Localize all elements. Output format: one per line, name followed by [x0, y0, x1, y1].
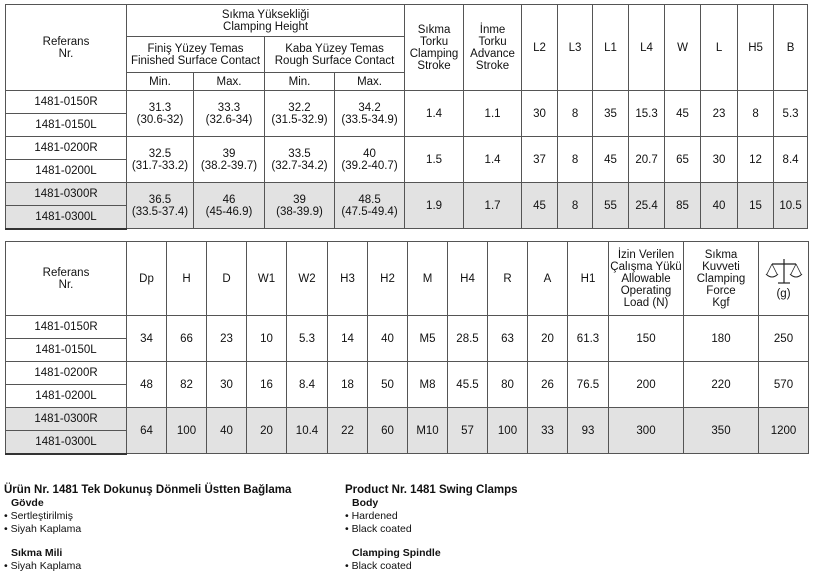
value-cell: 39 (38.2-39.7) [194, 137, 265, 183]
value-cell: 64 [127, 408, 167, 454]
value-cell: 39 (38-39.9) [265, 183, 335, 229]
header-allowable-load: İzin Verilen Çalışma Yükü Allowable Operating Load (N) [609, 242, 684, 316]
value-cell: 20 [247, 408, 287, 454]
list-item: • Siyah Kaplama [4, 560, 82, 572]
header-col: H4 [448, 242, 488, 316]
header-col: H2 [368, 242, 408, 316]
value-cell: 31.3 (30.6-32) [127, 91, 194, 137]
value-cell: 250 [759, 316, 809, 362]
value-cell: 8.4 [287, 362, 328, 408]
ref-cell: 1481-0300L [6, 206, 127, 229]
value-cell: 48.5 (47.5-49.4) [335, 183, 405, 229]
value-cell: M10 [408, 408, 448, 454]
value-cell: 8 [558, 91, 593, 137]
value-cell: 10 [247, 316, 287, 362]
header-clamping-height: Sıkma Yüksekliği Clamping Height [127, 5, 405, 37]
value-cell: 26 [528, 362, 568, 408]
value-cell: 100 [488, 408, 528, 454]
value-cell: 23 [207, 316, 247, 362]
value-cell: 32.5 (31.7-33.2) [127, 137, 194, 183]
value-cell: 33 [528, 408, 568, 454]
header-min: Min. [265, 73, 335, 91]
ref-cell: 1481-0300L [6, 431, 127, 454]
ref-cell: 1481-0200L [6, 160, 127, 183]
value-cell: 34 [127, 316, 167, 362]
weight-unit: (g) [776, 288, 791, 300]
ref-cell: 1481-0150L [6, 114, 127, 137]
value-cell: 10.4 [287, 408, 328, 454]
value-cell: 34.2 (33.5-34.9) [335, 91, 405, 137]
list-item: • Hardened [345, 510, 398, 522]
value-cell: 8 [558, 137, 593, 183]
ref-cell: 1481-0300R [6, 183, 127, 206]
value-cell: 61.3 [568, 316, 609, 362]
value-cell: 33.5 (32.7-34.2) [265, 137, 335, 183]
value-cell: 22 [328, 408, 368, 454]
value-cell: 25.4 [629, 183, 665, 229]
header-col: L1 [593, 5, 629, 91]
ref-cell: 1481-0150L [6, 339, 127, 362]
list-item: • Sertleştirilmiş [4, 510, 74, 522]
value-cell: M5 [408, 316, 448, 362]
header-referans: Referans Nr. [6, 5, 127, 91]
value-cell: 33.3 (32.6-34) [194, 91, 265, 137]
value-cell: 63 [488, 316, 528, 362]
header-col: H3 [328, 242, 368, 316]
value-cell: 60 [368, 408, 408, 454]
header-rough-surface: Kaba Yüzey Temas Rough Surface Contact [265, 37, 405, 73]
header-col: A [528, 242, 568, 316]
value-cell: 93 [568, 408, 609, 454]
scale-icon [764, 257, 804, 285]
value-cell: 40 (39.2-40.7) [335, 137, 405, 183]
value-cell: 1.4 [464, 137, 522, 183]
spindle-heading: Clamping Spindle [352, 547, 441, 559]
ref-cell: 1481-0200R [6, 137, 127, 160]
ref-cell: 1481-0200L [6, 385, 127, 408]
header-col: W [665, 5, 701, 91]
header-col: L3 [558, 5, 593, 91]
value-cell: 15 [738, 183, 774, 229]
value-cell: 300 [609, 408, 684, 454]
ref-cell: 1481-0150R [6, 316, 127, 339]
value-cell: M8 [408, 362, 448, 408]
header-col: L2 [522, 5, 558, 91]
header-col: B [774, 5, 808, 91]
value-cell: 20 [528, 316, 568, 362]
value-cell: 15.3 [629, 91, 665, 137]
list-item: • Black coated [345, 523, 412, 535]
header-col: H5 [738, 5, 774, 91]
value-cell: 32.2 (31.5-32.9) [265, 91, 335, 137]
list-item: • Siyah Kaplama [4, 523, 82, 535]
value-cell: 37 [522, 137, 558, 183]
notes-english [345, 484, 518, 573]
value-cell: 1200 [759, 408, 809, 454]
value-cell: 350 [684, 408, 759, 454]
clamp-height-table [5, 4, 808, 230]
value-cell: 8.4 [774, 137, 808, 183]
value-cell: 28.5 [448, 316, 488, 362]
value-cell: 50 [368, 362, 408, 408]
value-cell: 45 [522, 183, 558, 229]
value-cell: 14 [328, 316, 368, 362]
list-item: • Black coated [345, 560, 412, 572]
header-col: W1 [247, 242, 287, 316]
value-cell: 40 [701, 183, 738, 229]
value-cell: 76.5 [568, 362, 609, 408]
header-col: D [207, 242, 247, 316]
header-weight [759, 242, 809, 316]
body-heading: Body [352, 497, 379, 509]
value-cell: 8 [558, 183, 593, 229]
value-cell: 570 [759, 362, 809, 408]
value-cell: 82 [167, 362, 207, 408]
header-finished-surface: Finiş Yüzey Temas Finished Surface Contact [127, 37, 265, 73]
header-col: W2 [287, 242, 328, 316]
header-max: Max. [335, 73, 405, 91]
value-cell: 35 [593, 91, 629, 137]
value-cell: 30 [207, 362, 247, 408]
value-cell: 8 [738, 91, 774, 137]
notes-turkish [4, 484, 291, 573]
value-cell: 30 [522, 91, 558, 137]
ref-cell: 1481-0300R [6, 408, 127, 431]
value-cell: 18 [328, 362, 368, 408]
value-cell: 220 [684, 362, 759, 408]
header-clamping-stroke: Sıkma Torku Clamping Stroke [405, 5, 464, 91]
value-cell: 1.7 [464, 183, 522, 229]
value-cell: 200 [609, 362, 684, 408]
value-cell: 48 [127, 362, 167, 408]
value-cell: 40 [368, 316, 408, 362]
value-cell: 23 [701, 91, 738, 137]
value-cell: 20.7 [629, 137, 665, 183]
header-col: H1 [568, 242, 609, 316]
value-cell: 30 [701, 137, 738, 183]
value-cell: 1.4 [405, 91, 464, 137]
value-cell: 66 [167, 316, 207, 362]
spindle-heading: Sıkma Mili [11, 547, 63, 559]
value-cell: 10.5 [774, 183, 808, 229]
value-cell: 80 [488, 362, 528, 408]
value-cell: 45 [593, 137, 629, 183]
header-col: L4 [629, 5, 665, 91]
notes-title: Ürün Nr. 1481 Tek Dokunuş Dönmeli Üstten Bağlama [4, 484, 292, 496]
value-cell: 55 [593, 183, 629, 229]
value-cell: 65 [665, 137, 701, 183]
value-cell: 46 (45-46.9) [194, 183, 265, 229]
value-cell: 45.5 [448, 362, 488, 408]
value-cell: 12 [738, 137, 774, 183]
header-advance-stroke: İnme Torku Advance Stroke [464, 5, 522, 91]
body-heading: Gövde [11, 497, 44, 509]
value-cell: 1.5 [405, 137, 464, 183]
value-cell: 40 [207, 408, 247, 454]
value-cell: 150 [609, 316, 684, 362]
value-cell: 57 [448, 408, 488, 454]
value-cell: 1.1 [464, 91, 522, 137]
ref-cell: 1481-0200R [6, 362, 127, 385]
value-cell: 5.3 [287, 316, 328, 362]
dimensions-table [5, 241, 809, 455]
ref-cell: 1481-0150R [6, 91, 127, 114]
header-col: H [167, 242, 207, 316]
header-col: M [408, 242, 448, 316]
value-cell: 45 [665, 91, 701, 137]
value-cell: 5.3 [774, 91, 808, 137]
value-cell: 36.5 (33.5-37.4) [127, 183, 194, 229]
value-cell: 1.9 [405, 183, 464, 229]
header-col: L [701, 5, 738, 91]
header-col: R [488, 242, 528, 316]
header-min: Min. [127, 73, 194, 91]
value-cell: 85 [665, 183, 701, 229]
header-max: Max. [194, 73, 265, 91]
header-referans: Referans Nr. [6, 242, 127, 316]
header-col: Dp [127, 242, 167, 316]
header-clamping-force: Sıkma Kuvveti Clamping Force Kgf [684, 242, 759, 316]
value-cell: 100 [167, 408, 207, 454]
value-cell: 180 [684, 316, 759, 362]
value-cell: 16 [247, 362, 287, 408]
notes-title: Product Nr. 1481 Swing Clamps [345, 484, 518, 496]
